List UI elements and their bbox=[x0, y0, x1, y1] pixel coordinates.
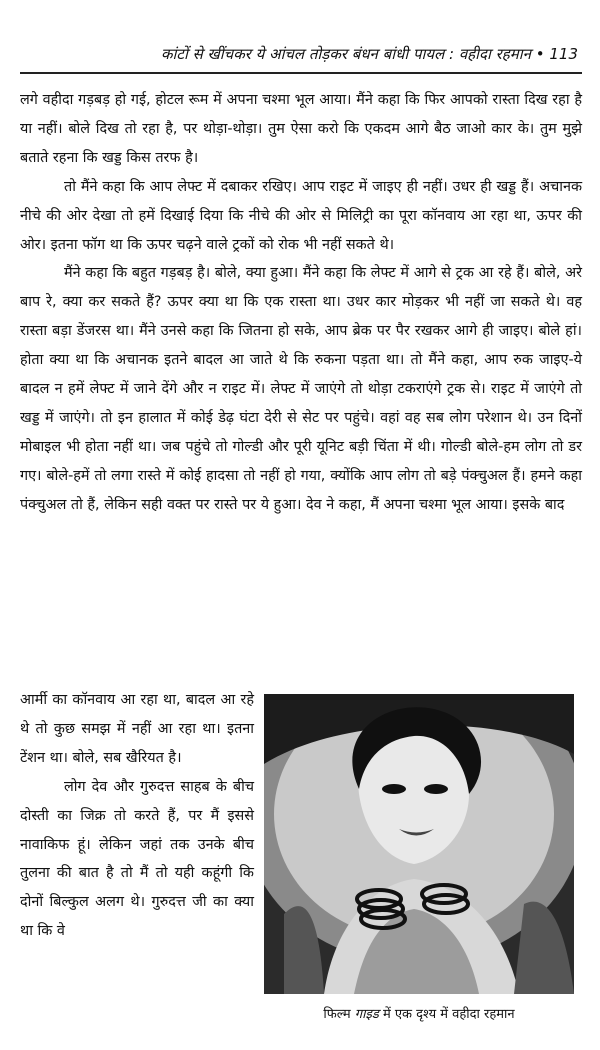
body-text bbox=[20, 86, 582, 520]
header-title: कांटों से खींचकर ये आंचल तोड़कर बंधन बांधी पायल : वहीदा रहमान bbox=[160, 45, 531, 63]
paragraph: लगे वहीदा गड़बड़ हो गई, होटल रूम में अपना चश्मा भूल आया। मैंने कहा कि फिर आपको रास्ता दिख रहा है या नहीं। बोले दिख तो रहा है, पर थोड़ा-थोड़ा। तुम ऐसा करो कि एकदम आगे बैठ जाओ कार के। तुम मुझे बताते रहना कि खड्ड किस तरफ है। bbox=[20, 92, 582, 166]
paragraph: तो मैंने कहा कि आप लेफ्ट में दबाकर रखिए। आप राइट में जाइए ही नहीं। उधर ही खड्ड हैं। अचानक नीचे की ओर देखा तो हमें दिखाई दिया कि नीचे की ओर से मिलिट्री का पूरा कॉनवाय आ रहा था, ऊपर की ओर। इतना फॉग था कि ऊपर चढ़ने वाले ट्रकों को रोक भी नहीं सकते थे। bbox=[20, 178, 582, 253]
woman-portrait-illustration bbox=[264, 694, 574, 994]
photo-caption bbox=[264, 1004, 574, 1022]
caption-prefix: फिल्म bbox=[323, 1007, 351, 1022]
page-number: 113 bbox=[549, 45, 578, 63]
header-separator: • bbox=[535, 45, 545, 63]
paragraph: आर्मी का कॉनवाय आ रहा था, बादल आ रहे थे तो कुछ समझ में नहीं आ रहा था। इतना टेंशन था। बोले, सब खैरियत है। bbox=[20, 692, 254, 766]
caption-suffix: में एक दृश्य में वहीदा रहमान bbox=[382, 1007, 515, 1022]
paragraph: मैंने कहा कि बहुत गड़बड़ है। बोले, क्या हुआ। मैंने कहा कि लेफ्ट में आगे से ट्रक आ रहे हैं। बोले, अरे बाप रे, क्या कर सकते हैं? ऊपर क्या था कि एक रास्ता था। उधर कार मोड़कर भी नहीं जा सकते थे। वह रास्ता बड़ा डेंजरस था। मैंने उनसे कहा कि जितना हो सके, आप ब्रेक पर पैर रखकर आगे ही जाइए। बोले हां। होता क्या था कि अचानक इतने बादल आ जाते थे कि रुकना पड़ता था। तो मैंने कहा, आप रुक जाइए-ये बादल न हमें लेफ्ट में जाने देंगे और न राइट में। लेफ्ट में जाएंगे तो थोड़ा टकराएंगे ट्रक से। राइट में जाएंगे तो खड्ड में जाएंगे। तो इन हालात में कोई डेढ़ घंटा देरी से सेट पर पहुंचे। वहां वह सब लोग परेशान थे। उन दिनों मोबाइल भी होता नहीं था। जब पहुंचे तो गोल्डी और पूरी यूनिट बड़ी चिंता में थी। गोल्डी बोले-हम लोग तो डर गए। बोले-हमें तो लगा रास्ते में कोई हादसा तो नहीं हो गया, क्योंकि आप लोग तो बड़े पंक्चुअल हैं। हमने कहा पंक्चुअल तो हैं, लेकिन सही वक्त पर रास्ते पर ये हुआ। देव ने कहा, मैं अपना चश्मा भूल आया। इसके बाद bbox=[20, 265, 582, 513]
running-header bbox=[24, 44, 578, 64]
header-rule bbox=[20, 72, 582, 74]
side-column-text bbox=[20, 686, 254, 946]
film-still-photo bbox=[264, 694, 574, 994]
paragraph: लोग देव और गुरुदत्त साहब के बीच दोस्ती का जिक्र तो करते हैं, पर मैं इससे नावाकिफ हूं। लेकिन जहां तक उनके बीच तुलना की बात है तो मैं तो यही कहूंगी कि दोनों बिल्कुल अलग थे। गुरुदत्त जी का क्या था कि वे bbox=[20, 778, 254, 940]
caption-film-title: गाइड bbox=[354, 1007, 379, 1022]
